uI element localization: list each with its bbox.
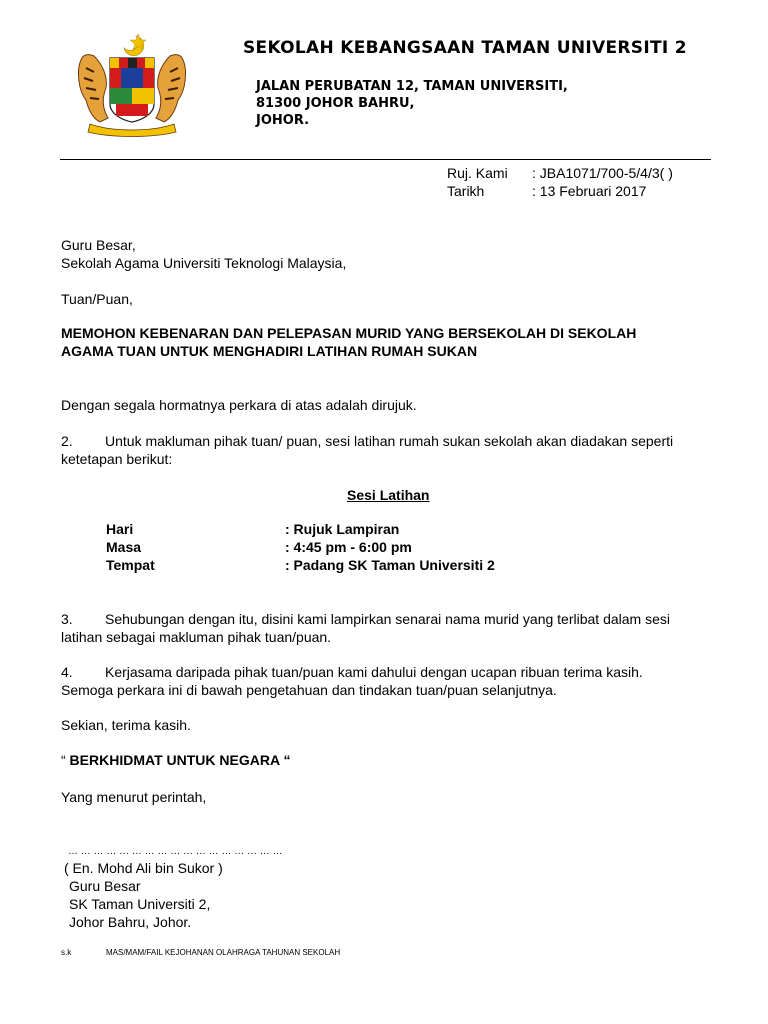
school-name: SEKOLAH KEBANGSAAN TAMAN UNIVERSITI 2 xyxy=(243,38,687,58)
paragraph-2-number: 2. xyxy=(61,433,73,449)
signature-dots: … … … … … … … … … … … … … … … … … xyxy=(68,846,283,857)
closing-text: Sekian, terima kasih. xyxy=(61,717,191,733)
paragraph-2-line-1: Untuk makluman pihak tuan/ puan, sesi latihan rumah sukan sekolah akan diadakan seperti xyxy=(105,433,674,449)
paragraph-3-number: 3. xyxy=(61,611,73,627)
motto-text: BERKHIDMAT UNTUK NEGARA “ xyxy=(65,752,291,768)
recipient-line-2: Sekolah Agama Universiti Teknologi Malaysia, xyxy=(61,255,347,271)
session-title: Sesi Latihan xyxy=(347,487,430,503)
paragraph-2-line-2: ketetapan berikut: xyxy=(61,451,173,467)
paragraph-4-line-2: Semoga perkara ini di bawah pengetahuan dan tindakan tuan/puan selanjutnya. xyxy=(61,682,557,698)
paragraph-3-line-1: Sehubungan dengan itu, disini kami lampirkan senarai nama murid yang terlibat dalam sesi xyxy=(105,611,670,627)
session-value-hari: : Rujuk Lampiran xyxy=(285,521,400,537)
session-label-tempat: Tempat xyxy=(106,557,155,573)
subject-line-1: MEMOHON KEBENARAN DAN PELEPASAN MURID YANG BERSEKOLAH DI SEKOLAH xyxy=(61,325,637,341)
signatory-place: Johor Bahru, Johor. xyxy=(69,914,192,930)
paragraph-4-line-1: Kerjasama daripada pihak tuan/puan kami dahului dengan ucapan ribuan terima kasih. xyxy=(105,664,643,680)
ruj-label: Ruj. Kami xyxy=(447,165,508,181)
date-label: Tarikh xyxy=(447,183,485,199)
yours-faithfully: Yang menurut perintah, xyxy=(61,789,207,805)
ruj-value: : JBA1071/700-5/4/3( ) xyxy=(532,165,673,181)
signatory-name: ( En. Mohd Ali bin Sukor ) xyxy=(64,860,223,876)
signatory-title: Guru Besar xyxy=(69,878,141,894)
motto-open-quote: “ xyxy=(61,752,66,768)
signatory-school: SK Taman Universiti 2, xyxy=(69,896,211,912)
header-divider xyxy=(60,159,711,160)
session-value-tempat: : Padang SK Taman Universiti 2 xyxy=(285,557,495,573)
address-line-3: JOHOR. xyxy=(256,113,310,128)
session-label-hari: Hari xyxy=(106,521,134,537)
subject-line-2: AGAMA TUAN UNTUK MENGHADIRI LATIHAN RUMAH SUKAN xyxy=(61,343,478,359)
salutation: Tuan/Puan, xyxy=(61,291,133,307)
session-label-masa: Masa xyxy=(106,539,142,555)
footer-sk-label: s.k xyxy=(61,948,72,957)
recipient-line-1: Guru Besar, xyxy=(61,237,136,253)
session-value-masa: : 4:45 pm - 6:00 pm xyxy=(285,539,412,555)
date-value: : 13 Februari 2017 xyxy=(532,183,647,199)
address-line-1: JALAN PERUBATAN 12, TAMAN UNIVERSITI, xyxy=(256,79,568,94)
malaysia-coat-of-arms-icon xyxy=(72,28,192,138)
address-line-2: 81300 JOHOR BAHRU, xyxy=(256,96,415,111)
paragraph-3-line-2: latihan sebagai makluman pihak tuan/puan. xyxy=(61,629,332,645)
paragraph-4-number: 4. xyxy=(61,664,73,680)
motto xyxy=(61,751,290,769)
footer-sk-value: MAS/MAM/FAIL KEJOHANAN OLAHRAGA TAHUNAN SEKOLAH xyxy=(106,948,341,957)
paragraph-1: Dengan segala hormatnya perkara di atas adalah dirujuk. xyxy=(61,397,417,413)
